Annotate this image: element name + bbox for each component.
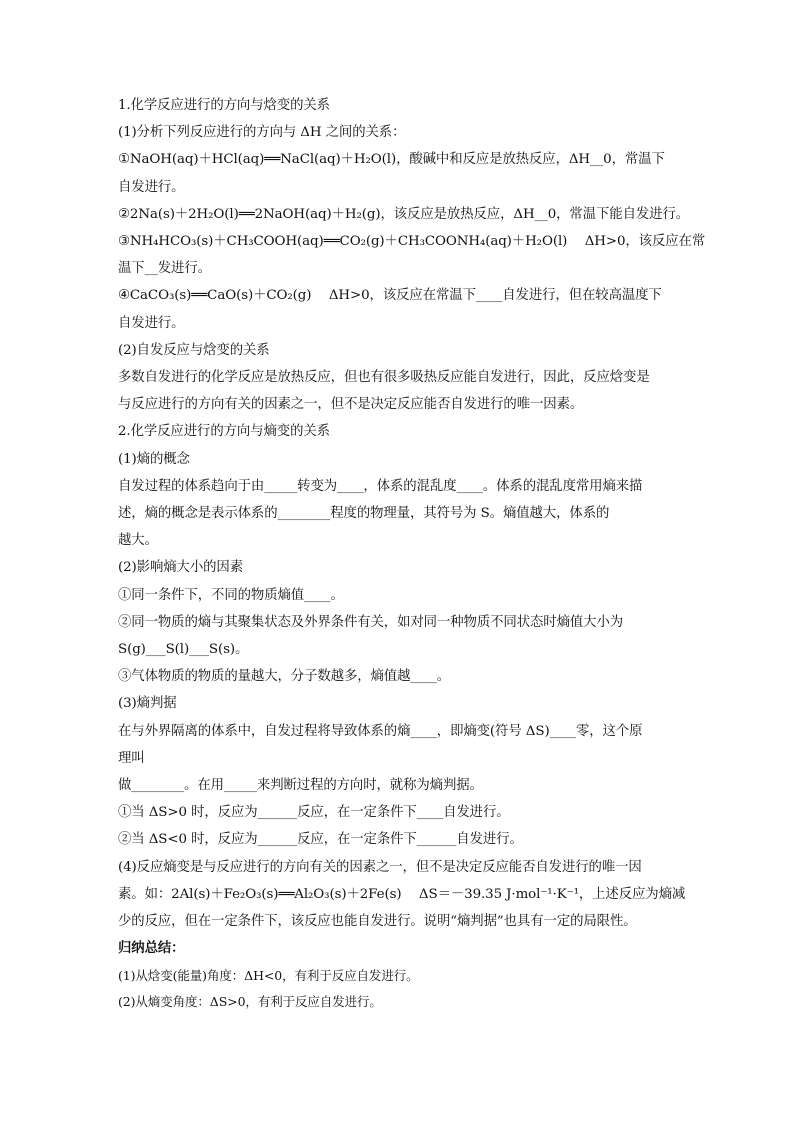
paragraph-entropy-concept-end: 越大。 — [118, 533, 158, 549]
subheading-entropy-criterion: (3)熵判据 — [118, 696, 177, 712]
summary-item-2: (2)从熵变角度：ΔS>0，有利于反应自发进行。 — [118, 994, 382, 1009]
summary-heading: 归纳总结： — [118, 940, 185, 957]
paragraph-item-4: ④CaCO₃(s)══CaO(s)＋CO₂(g) ΔH>0，该反应在常温下____自发进行，但在较高温度下 — [118, 288, 662, 304]
subheading-analysis: (1)分析下列反应进行的方向与 ΔH 之间的关系： — [118, 125, 406, 141]
paragraph-entropy-factor-example: 素。如：2Al(s)＋Fe₂O₃(s)══Al₂O₃(s)＋2Fe(s) ΔS＝－39.35 J·mol⁻¹·K⁻¹，上述反应为熵减 — [118, 886, 686, 902]
subheading-entropy-factors: (2)影响熵大小的因素 — [118, 560, 243, 576]
criterion-item-2: ②当 ΔS<0 时，反应为______反应，在一定条件下______自发进行。 — [118, 832, 523, 848]
document-body — [118, 92, 706, 1016]
paragraph-entropy-factor-end: 少的反应，但在一定条件下，该反应也能自发进行。说明“熵判据”也具有一定的局限性。 — [118, 914, 637, 930]
summary-item-1: (1)从焓变(能量)角度：ΔH<0，有利于反应自发进行。 — [118, 967, 419, 983]
subheading-entropy-concept: (1)熵的概念 — [118, 451, 190, 467]
section-heading-enthalpy: 1.化学反应进行的方向与焓变的关系 — [118, 98, 330, 113]
paragraph-item-3: ③NH₄HCO₃(s)＋CH₃COOH(aq)══CO₂(g)＋CH₃COONH₄(aq)＋H₂O(l) ΔH>0，该反应在常 — [118, 234, 706, 250]
paragraph-entropy-concept: 自发过程的体系趋向于由_____转变为____，体系的混乱度____。体系的混乱度常用熵来描 — [118, 478, 643, 494]
factor-item-2: ②同一物质的熵与其聚集状态及外界条件有关，如对同一种物质不同状态时熵值大小为 — [118, 614, 624, 630]
paragraph-enthalpy: 多数自发进行的化学反应是放热反应，但也有很多吸热反应能自发进行，因此，反应焓变是 — [118, 370, 650, 386]
paragraph-item-3-cont: 温下__发进行。 — [118, 261, 211, 277]
paragraph-item-2: ②2Na(s)＋2H₂O(l)══2NaOH(aq)＋H₂(g)，该反应是放热反应，ΔH__0，常温下能自发进行。 — [118, 206, 690, 222]
factor-item-2-cont: S(g)___S(l)___S(s)。 — [118, 642, 249, 658]
paragraph-entropy-concept-cont: 述，熵的概念是表示体系的________程度的物理量，其符号为 S。熵值越大，体系的 — [118, 506, 610, 522]
paragraph-criterion: 在与外界隔离的体系中，自发过程将导致体系的熵____，即熵变(符号 ΔS)____零，这个原 — [118, 723, 643, 739]
subheading-enthalpy-relation: (2)自发反应与焓变的关系 — [118, 342, 270, 358]
paragraph-criterion-end: 做________。在用_____来判断过程的方向时，就称为熵判据。 — [118, 778, 483, 794]
paragraph-item-1-cont: 自发进行。 — [118, 179, 185, 195]
paragraph-item-4-cont: 自发进行。 — [118, 315, 185, 331]
paragraph-entropy-factor: (4)反应熵变是与反应进行的方向有关的因素之一，但不是决定反应能否自发进行的唯一因 — [118, 859, 642, 875]
factor-item-3: ③气体物质的物质的量越大，分子数越多，熵值越____。 — [118, 669, 451, 685]
factor-item-1: ①同一条件下，不同的物质熵值____。 — [118, 587, 344, 603]
section-heading-entropy: 2.化学反应进行的方向与熵变的关系 — [118, 424, 330, 440]
paragraph-enthalpy-cont: 与反应进行的方向有关的因素之一，但不是决定反应能否自发进行的唯一因素。 — [118, 397, 584, 413]
criterion-item-1: ①当 ΔS>0 时，反应为______反应，在一定条件下____自发进行。 — [118, 805, 510, 821]
paragraph-criterion-cont: 理叫 — [118, 750, 145, 766]
paragraph-item-1: ①NaOH(aq)＋HCl(aq)══NaCl(aq)＋H₂O(l)，酸碱中和反应是放热反应，ΔH__0，常温下 — [118, 152, 665, 168]
